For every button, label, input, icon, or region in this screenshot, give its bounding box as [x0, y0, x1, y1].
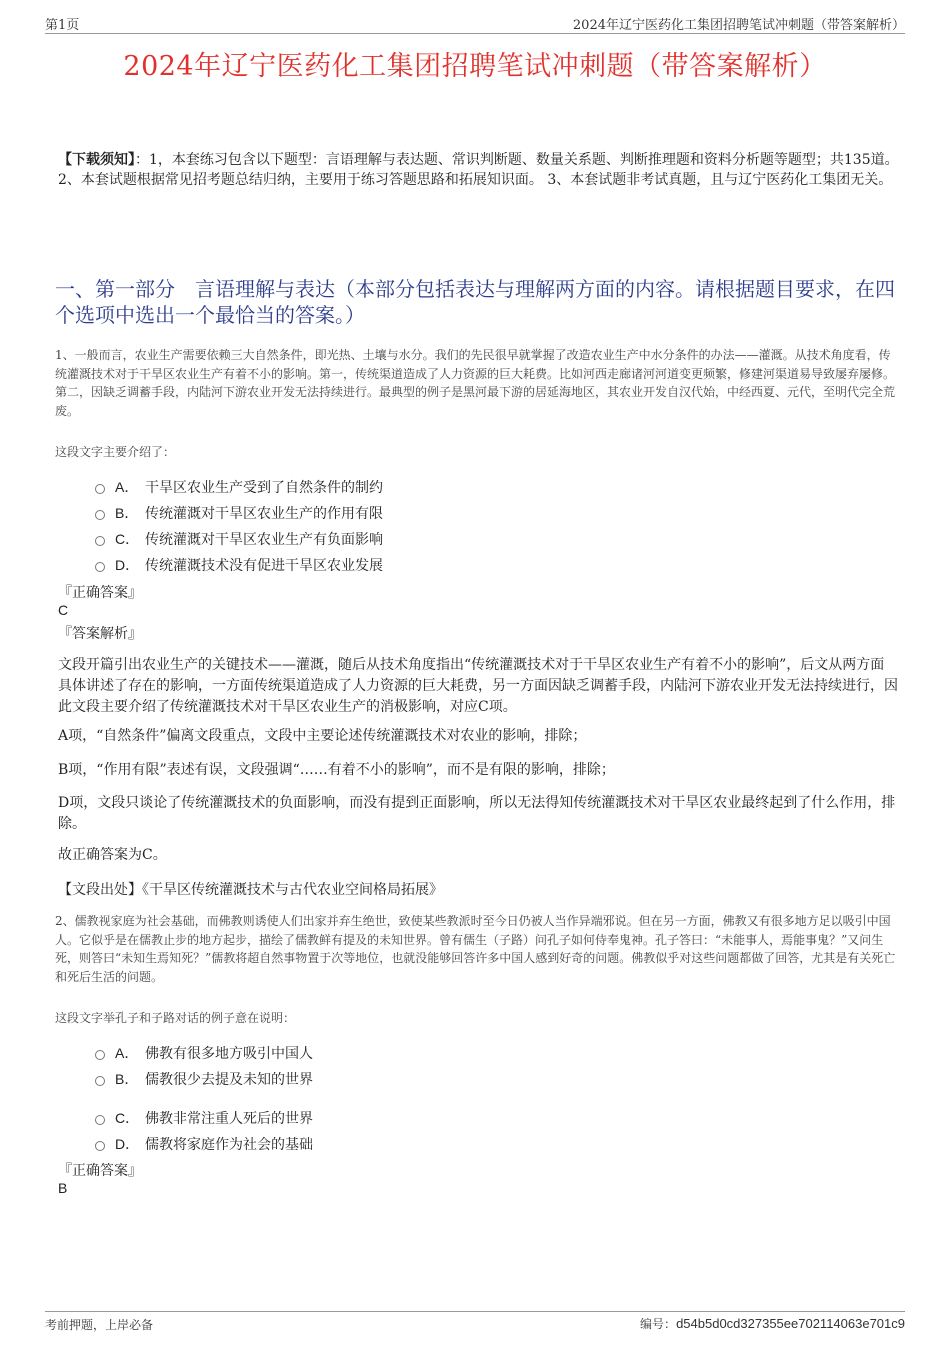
footer-code-value: d54b5d0cd327355ee702114063e701c9 [676, 1316, 905, 1331]
footer-divider [45, 1311, 905, 1312]
header-doc-title: 2024年辽宁医药化工集团招聘笔试冲刺题（带答案解析） [572, 18, 905, 33]
footer-code [640, 1315, 905, 1332]
question-2-option-b[interactable]: B． 儒教很少去提及未知的世界 [95, 1069, 313, 1089]
option-text: 儒教很少去提及未知的世界 [145, 1072, 313, 1088]
option-text: 佛教有很多地方吸引中国人 [145, 1046, 313, 1062]
radio-icon[interactable] [95, 536, 105, 546]
question-2-answer-label: 『正确答案』 [58, 1163, 142, 1179]
footer-slogan: 考前押题，上岸必备 [45, 1318, 154, 1332]
analysis-paragraph: 文段开篇引出农业生产的关键技术——灌溉，随后从技术角度指出“传统灌溉技术对于干旱区农业生产有着不小的影响”，后文从两方面具体讲述了存在的影响，一方面传统渠道造成了人力资源的巨大耗费，另一方面因缺乏调蓄手段，内陆河下游农业开发无法持续进行，因此文段主要介绍了传统灌溉技术对干旱区农业生产的消极影响，对应C项。 [58, 657, 898, 715]
question-2-option-c[interactable]: C． 佛教非常注重人死后的世界 [95, 1108, 313, 1128]
notice-text: ：1，本套练习包含以下题型：言语理解与表达题、常识判断题、数量关系题、判断推理题和资料分析题等题型；共135道。 2、本套试题根据常见招考题总结归纳，主要用于练习答题思路和拓展知识面。 3、本套试题非考试真题，且与辽宁医药化工集团无关。 [58, 152, 899, 188]
question-1-prompt: 这段文字主要介绍了： [55, 445, 176, 459]
radio-icon[interactable] [95, 562, 105, 572]
question-2-option-a[interactable]: A． 佛教有很多地方吸引中国人 [95, 1043, 313, 1063]
question-1-answer-label: 『正确答案』 [58, 585, 142, 601]
footer-code-label: 编号： [640, 1317, 677, 1331]
option-text: 干旱区农业生产受到了自然条件的制约 [145, 480, 383, 496]
notice-label: 【下载须知】 [58, 152, 135, 168]
section-heading: 一、第一部分 言语理解与表达（本部分包括表达与理解两方面的内容。请根据题目要求，在四个选项中选出一个最恰当的答案。） [55, 277, 895, 327]
option-text: 传统灌溉对干旱区农业生产有负面影响 [145, 532, 383, 548]
analysis-paragraph: 故正确答案为C。 [58, 847, 167, 863]
question-1-option-a[interactable]: A． 干旱区农业生产受到了自然条件的制约 [95, 477, 383, 497]
option-text: 传统灌溉对干旱区农业生产的作用有限 [145, 506, 383, 522]
option-text: 传统灌溉技术没有促进干旱区农业发展 [145, 558, 383, 574]
option-text: 佛教非常注重人死后的世界 [145, 1111, 313, 1127]
radio-icon[interactable] [95, 510, 105, 520]
question-1-option-c[interactable]: C． 传统灌溉对干旱区农业生产有负面影响 [95, 529, 383, 549]
question-1-option-b[interactable]: B． 传统灌溉对干旱区农业生产的作用有限 [95, 503, 383, 523]
question-2-prompt: 这段文字举孔子和子路对话的例子意在说明： [55, 1011, 296, 1025]
page-title: 2024年辽宁医药化工集团招聘笔试冲刺题（带答案解析） [123, 51, 827, 82]
radio-icon[interactable] [95, 1115, 105, 1125]
radio-icon[interactable] [95, 1076, 105, 1086]
radio-icon[interactable] [95, 484, 105, 494]
analysis-paragraph: A项，“自然条件”偏离文段重点，文段中主要论述传统灌溉技术对农业的影响，排除； [58, 728, 587, 744]
question-1-analysis-label: 『答案解析』 [58, 626, 142, 642]
question-1-text: 1、一般而言，农业生产需要依赖三大自然条件，即光热、土壤与水分。我们的先民很早就掌握了改造农业生产中水分条件的办法——灌溉。从技术角度看，传统灌溉技术对于干旱区农业生产有着不小的影响。第一，传统渠道造成了人力资源的巨大耗费。比如河西走廊诸河河道变更频繁，修建河渠道易导致屡弃屡修。第二，因缺乏调蓄手段，内陆河下游农业开发无法持续进行。最典型的例子是黑河最下游的居延海地区，其农业开发自汉代始，中经西夏、元代，至明代完全荒废。 [55, 348, 896, 418]
radio-icon[interactable] [95, 1141, 105, 1151]
question-2-answer: B [58, 1180, 68, 1196]
radio-icon[interactable] [95, 1050, 105, 1060]
page-number: 第1页 [45, 18, 80, 33]
header-divider [45, 33, 905, 34]
download-notice [58, 150, 900, 190]
question-2-text: 2、儒教视家庭为社会基础，而佛教则诱使人们出家并弃生绝世，致使某些教派时至今日仍被人当作异端邪说。但在另一方面，佛教又有很多地方足以吸引中国人。它似乎是在儒教止步的地方起步，描绘了儒教鲜有提及的未知世界。曾有儒生（子路）问孔子如何侍奉鬼神。孔子答曰：“未能事人，焉能事鬼？”又问生死，则答曰“未知生焉知死？”儒教将超自然事物置于次等地位，也就没能够回答许多中国人感到好奇的问题。佛教似乎对这些问题都做了回答，尤其是有关死亡和死后生活的问题。 [55, 914, 896, 984]
question-1-option-d[interactable]: D． 传统灌溉技术没有促进干旱区农业发展 [95, 555, 383, 575]
option-text: 儒教将家庭作为社会的基础 [145, 1137, 313, 1153]
question-1-answer: C [58, 602, 69, 618]
question-1-source: 【文段出处】《干旱区传统灌溉技术与古代农业空间格局拓展》 [58, 882, 443, 898]
question-2-option-d[interactable]: D． 儒教将家庭作为社会的基础 [95, 1134, 313, 1154]
analysis-paragraph: D项，文段只谈论了传统灌溉技术的负面影响，而没有提到正面影响，所以无法得知传统灌溉技术对干旱区农业最终起到了什么作用，排除。 [58, 795, 896, 832]
analysis-paragraph: B项，“作用有限”表述有误，文段强调“……有着不小的影响”，而不是有限的影响，排除； [58, 762, 615, 778]
